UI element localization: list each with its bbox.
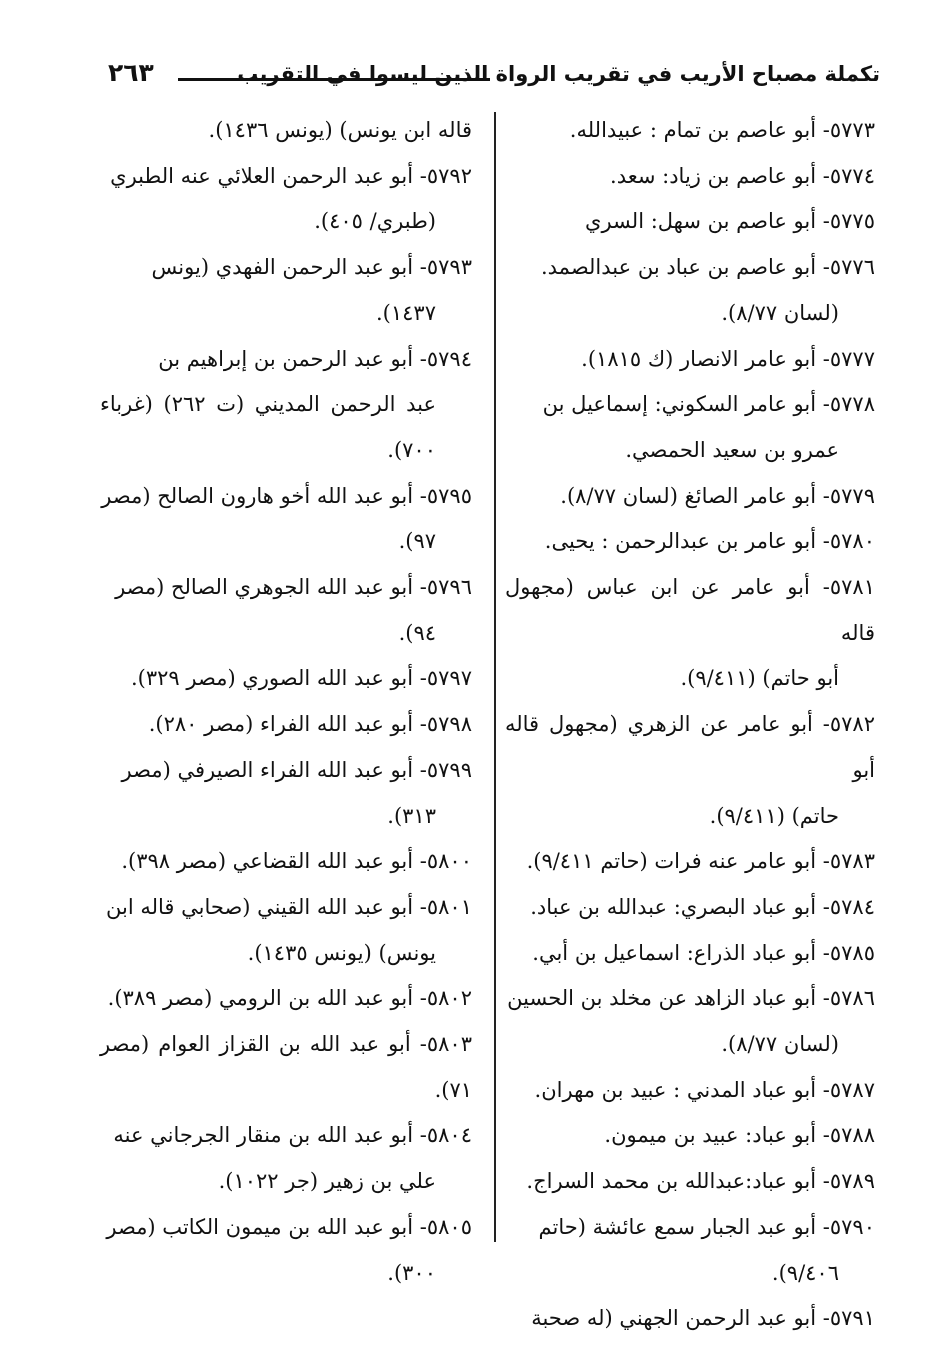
entry-number: ٥٨٠٢- [419, 986, 472, 1011]
entry [505, 931, 875, 977]
entry [505, 1113, 875, 1159]
entry-number: ٥٧٨٠- [822, 529, 875, 554]
entry-continuation: (لسان ٨/٧٧). [721, 1032, 839, 1057]
entry-number: ٥٧٨١- [822, 575, 875, 600]
entry [100, 154, 472, 245]
column-divider [494, 112, 496, 1242]
entry [505, 976, 875, 1067]
entry [100, 976, 472, 1022]
entry-text: أبو عبد الرحمن الفهدي (يونس [151, 255, 414, 280]
entry [505, 382, 875, 473]
entry-number: ٥٧٩٨- [419, 712, 472, 737]
entry-text: أبو عبد الله أخو هارون الصالح (مصر [101, 483, 414, 508]
entry-text: أبو عبد الله الفراء الصيرفي (مصر [121, 757, 414, 782]
entry-text: قاله ابن يونس) (يونس ١٤٣٦). [208, 118, 472, 142]
entry-number: ٥٧٧٦- [822, 255, 875, 280]
entry-text: أبو عامر بن عبدالرحمن : يحيى. [544, 529, 817, 554]
entry-text: أبو عبد الله الصوري (مصر ٣٢٩). [131, 666, 414, 691]
entry-number: ٥٧٩٩- [419, 757, 472, 782]
entry-continuation: علي بن زهير (جر ١٠٢٢). [218, 1169, 436, 1194]
entry-number: ٥٧٩٧- [419, 666, 472, 691]
entry [505, 154, 875, 200]
entry [100, 337, 472, 474]
entry-number: ٥٧٩٢- [419, 163, 472, 188]
entry-number: ٥٧٩٣- [419, 255, 472, 280]
entry-text: أبو عبد الرحمن الجهني (له صحبة [531, 1306, 817, 1331]
entry-text: أبو عاصم بن عباد بن عبدالصمد. [540, 255, 817, 280]
entry-number: ٥٧٧٧- [822, 346, 875, 371]
entry-number: ٥٧٨٩- [822, 1169, 875, 1194]
entry-text: أبو عبد الله الجوهري الصالح (مصر [115, 575, 414, 600]
entry-number: ٥٨٠٠- [419, 849, 472, 874]
entry-number: ٥٧٩٤- [419, 346, 472, 371]
left-column [100, 108, 472, 1296]
entry-text: أبو عبد الله بن منقار الجرجاني عنه [113, 1123, 414, 1148]
entry-continuation: ٩٧). [398, 529, 436, 554]
entry-number: ٥٧٨٣- [822, 849, 875, 874]
entry [505, 839, 875, 885]
entry-continuation: حاتم) (٩/٤١١). [709, 803, 839, 828]
entry [100, 108, 472, 154]
header-rule [178, 78, 490, 81]
entry [505, 1296, 875, 1342]
entry-continuation: (طبري/ ٤٠٥). [314, 209, 436, 234]
entry-text: أبو عبد الله بن القزاز العوام (مصر ٧١). [100, 1032, 472, 1102]
entry-continuation: ٣١٣). [387, 803, 436, 828]
entry [100, 748, 472, 839]
running-title: تكملة مصباح الأريب في تقريب الرواة الذين ليسوا في التقريب [237, 62, 880, 86]
entry-number: ٥٧٩٦- [419, 575, 472, 600]
entry [100, 656, 472, 702]
entry [100, 1205, 472, 1296]
entry-text: أبو عامر السكوني: إسماعيل بن [542, 392, 817, 417]
entry-continuation: ٣٠٠). [387, 1260, 436, 1285]
entry-number: ٥٧٩٠- [822, 1214, 875, 1239]
entry-number: ٥٧٧٨- [822, 392, 875, 417]
entry-number: ٥٨٠٣- [419, 1032, 472, 1057]
entry-continuation: ٩/٤٠٦). [771, 1260, 839, 1285]
entry-text: أبو عاصم بن تمام : عبيدالله. [569, 118, 817, 142]
entry-number: ٥٨٠٥- [419, 1214, 472, 1239]
entry-text: أبو عباد الزاهد عن مخلد بن الحسين [507, 986, 817, 1011]
entry [100, 474, 472, 565]
entry [505, 474, 875, 520]
entry-text: أبو عامر الانصار (ك ١٨١٥). [581, 346, 817, 371]
entry-continuation: ٩٤). [398, 620, 436, 645]
entry-number: ٥٨٠١- [419, 894, 472, 919]
entry-text: أبو عاصم بن سهل: السري [585, 209, 817, 234]
entry-text: أبو عامر الصائغ (لسان ٨/٧٧). [560, 483, 817, 508]
entry-text: أبو عامر عنه فرات (حاتم ٩/٤١١). [526, 849, 817, 874]
entry-text: أبو عباد المدني : عبيد بن مهران. [534, 1077, 817, 1102]
entry-text: أبو عبد الله القيني (صحابي قاله ابن [106, 894, 414, 919]
entry [505, 519, 875, 565]
entry [505, 1205, 875, 1296]
entry [505, 337, 875, 383]
entry-text: أبو عبد الله بن الرومي (مصر ٣٨٩). [107, 986, 414, 1011]
page-header [100, 58, 880, 98]
entry-continuation: عمرو بن سعيد الحمصي. [625, 437, 839, 462]
entry-text: أبو عبد الله الفراء (مصر ٢٨٠). [148, 712, 414, 737]
entry-continuation: يونس) (يونس ١٤٣٥). [247, 940, 436, 965]
entry-number: ٥٨٠٤- [419, 1123, 472, 1148]
entry-number: ٥٧٧٤- [822, 163, 875, 188]
entry-text: أبو عبد الرحمن العلائي عنه الطبري [110, 163, 414, 188]
entry-number: ٥٧٧٩- [822, 483, 875, 508]
entry-number: ٥٧٨٤- [822, 894, 875, 919]
entry-number: ٥٧٨٧- [822, 1077, 875, 1102]
entry-text: أبو عباد الذراع: اسماعيل بن أبي. [532, 940, 817, 965]
entry [100, 839, 472, 885]
entry [505, 1159, 875, 1205]
entry-number: ٥٧٨٨- [822, 1123, 875, 1148]
entry-text: أبو عامر عن الزهري (مجهول قاله أبو [505, 712, 875, 782]
entry [505, 702, 875, 839]
entry [505, 108, 875, 154]
entry-continuation: (لسان ٨/٧٧). [721, 300, 839, 325]
entry-continuation: أبو حاتم) (٩/٤١١). [680, 666, 839, 691]
entry-number: ٥٧٧٥- [822, 209, 875, 234]
page-number: ٢٦٣ [108, 58, 154, 87]
entry [100, 1022, 472, 1113]
entry-text: أبو عبد الرحمن بن إبراهيم بن [158, 346, 414, 371]
entry-continuation: عبد الرحمن المديني (ت ٢٦٢) (غرباء ٧٠٠). [100, 392, 436, 462]
right-column [505, 108, 875, 1342]
entry [100, 702, 472, 748]
entry-continuation: ١٤٣٧). [376, 300, 436, 325]
entry-text: أبو عبد الله القضاعي (مصر ٣٩٨). [121, 849, 414, 874]
entry [100, 565, 472, 656]
entry-number: ٥٧٨٢- [822, 712, 875, 737]
entry-text: أبو عباد البصري: عبدالله بن عباد. [530, 894, 817, 919]
entry [505, 1068, 875, 1114]
entry-text: أبو عبد الله بن ميمون الكاتب (مصر [106, 1214, 414, 1239]
entry-text: أبو عباد: عبيد بن ميمون. [604, 1123, 817, 1148]
entry [100, 1113, 472, 1204]
entry [100, 245, 472, 336]
entry-number: ٥٧٩١- [822, 1306, 875, 1331]
entry-number: ٥٧٧٣- [822, 118, 875, 142]
entry [505, 885, 875, 931]
entry-number: ٥٧٩٥- [419, 483, 472, 508]
entry [505, 245, 875, 336]
entry-text: أبو عاصم بن زياد: سعد. [610, 163, 817, 188]
entry-text: أبو عامر عن ابن عباس (مجهول قاله [505, 575, 875, 645]
entry [505, 565, 875, 702]
entry [100, 885, 472, 976]
entry [505, 199, 875, 245]
entry-text: أبو عباد:عبدالله بن محمد السراج. [526, 1169, 817, 1194]
entry-number: ٥٧٨٥- [822, 940, 875, 965]
entry-text: أبو عبد الجبار سمع عائشة (حاتم [538, 1214, 817, 1239]
entry-number: ٥٧٨٦- [822, 986, 875, 1011]
